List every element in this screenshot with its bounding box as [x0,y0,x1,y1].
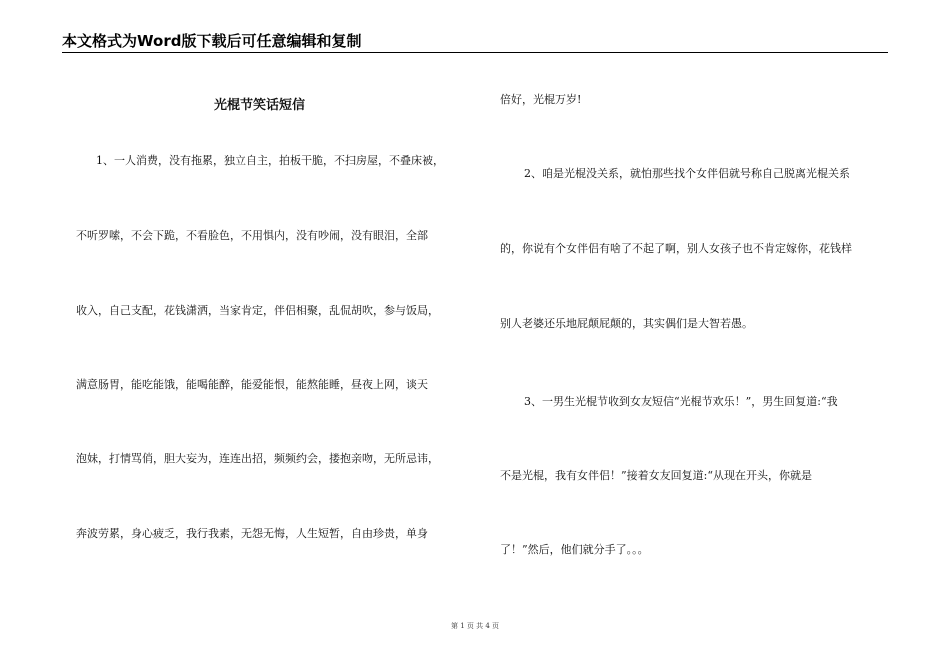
document-title: 光棍节笑话短信 [214,98,306,113]
page-number-footer: 第 1 页 共 4 页 [450,622,500,630]
left-line-2: 不听罗嗦，不会下跪，不看脸色，不用惧内，没有吵闹，没有眼泪，全部 [76,229,428,242]
right-line-5: 3、一男生光棍节收到女友短信“光棍节欢乐！”，男生回复道:“我 [524,395,838,408]
left-line-1: 1、一人消费，没有拖累，独立自主，拍板干脆，不扫房屋，不叠床被， [96,154,444,167]
banner-divider [62,52,888,53]
right-line-1: 倍好，光棍万岁! [500,93,582,106]
left-line-6: 奔波劳累，身心疲乏，我行我素，无怨无悔，人生短暂，自由珍贵，单身 [76,527,428,540]
right-line-7: 了！”然后，他们就分手了。。。 [500,543,649,556]
document-banner: 本文格式为Word版下载后可任意编辑和复制 [62,32,362,50]
right-line-4: 别人老婆还乐地屁颠屁颠的，其实偶们是大智若愚。 [500,317,753,330]
left-line-5: 泡妹，打情骂俏，胆大妄为，连连出招，频频约会，搂抱亲吻，无所忌讳， [76,452,439,465]
right-line-2: 2、咱是光棍没关系，就怕那些找个女伴侣就号称自己脱离光棍关系 [524,167,850,180]
left-line-4: 满意肠胃，能吃能饿，能喝能醉，能爱能恨，能熬能睡，昼夜上网，谈天 [76,378,428,391]
right-line-3: 的，你说有个女伴侣有啥了不起了啊，别人女孩子也不肯定嫁你，花钱样 [500,242,852,255]
right-line-6: 不是光棍，我有女伴侣！”接着女友回复道:“从现在开头，你就是 [500,469,812,482]
left-line-3: 收入，自己支配，花钱潇洒，当家肯定，伴侣相聚，乱侃胡吹，参与饭局， [76,304,439,317]
